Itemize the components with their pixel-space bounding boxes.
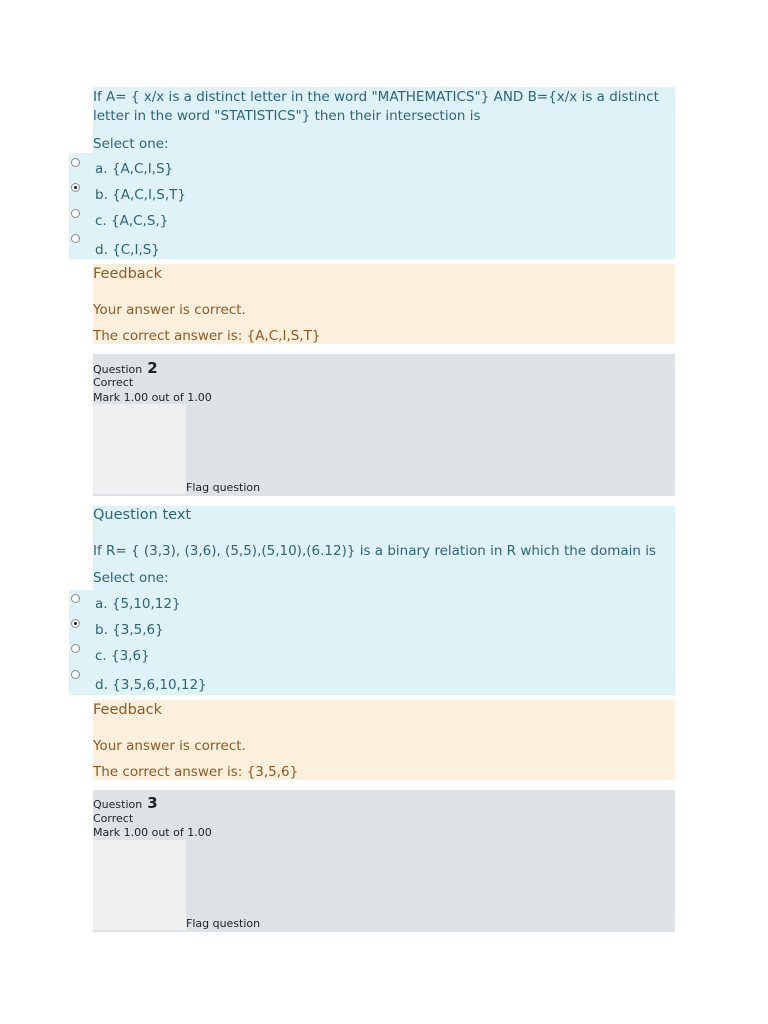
select-one-label: Select one: bbox=[93, 570, 169, 586]
question-number bbox=[93, 793, 158, 812]
question-1-feedback bbox=[93, 264, 675, 344]
answer-strip bbox=[69, 153, 93, 259]
option-c-label[interactable]: c. {A,C,S,} bbox=[95, 213, 169, 229]
question-2-text-block bbox=[93, 506, 675, 695]
question-2-info bbox=[93, 354, 675, 496]
flag-image-box bbox=[93, 404, 186, 494]
option-a-label[interactable]: a. {5,10,12} bbox=[95, 596, 181, 612]
option-d-radio[interactable] bbox=[71, 234, 80, 243]
answer-strip bbox=[69, 590, 93, 695]
feedback-result: Your answer is correct. bbox=[93, 302, 246, 318]
option-d-label[interactable]: d. {C,I,S} bbox=[95, 242, 160, 258]
question-1-prompt: If A= { x/x is a distinct letter in the word "MATHEMATICS"} AND B={x/x is a distinct letter in the word "STATISTICS"} then their intersection is bbox=[93, 89, 659, 124]
question-3-info bbox=[93, 790, 675, 932]
select-one-label: Select one: bbox=[93, 136, 169, 152]
option-a-radio[interactable] bbox=[71, 158, 80, 167]
question-text-heading: Question text bbox=[93, 507, 192, 523]
question-mark: Mark 1.00 out of 1.00 bbox=[93, 391, 212, 404]
question-label: Question bbox=[93, 798, 143, 811]
option-d-label[interactable]: d. {3,5,6,10,12} bbox=[95, 677, 207, 693]
flag-image-box bbox=[93, 840, 186, 930]
option-b-label[interactable]: b. {3,5,6} bbox=[95, 622, 164, 638]
question-state: Correct bbox=[93, 812, 134, 825]
feedback-title: Feedback bbox=[93, 266, 163, 282]
feedback-correct-answer: The correct answer is: {A,C,I,S,T} bbox=[93, 328, 321, 344]
option-c-label[interactable]: c. {3,6} bbox=[95, 648, 150, 664]
feedback-correct-answer: The correct answer is: {3,5,6} bbox=[93, 764, 299, 780]
question-number bbox=[93, 358, 158, 377]
question-2-feedback bbox=[93, 700, 675, 780]
option-b-radio[interactable] bbox=[71, 619, 80, 628]
feedback-title: Feedback bbox=[93, 702, 163, 718]
feedback-result: Your answer is correct. bbox=[93, 738, 246, 754]
question-label: Question bbox=[93, 363, 143, 376]
flag-question-link[interactable]: Flag question bbox=[186, 481, 261, 494]
question-state: Correct bbox=[93, 376, 134, 389]
question-mark: Mark 1.00 out of 1.00 bbox=[93, 826, 212, 839]
question-number-value: 3 bbox=[147, 794, 158, 812]
flag-question-link[interactable]: Flag question bbox=[186, 917, 261, 930]
question-number-value: 2 bbox=[147, 359, 158, 377]
option-b-label[interactable]: b. {A,C,I,S,T} bbox=[95, 187, 186, 203]
option-b-radio[interactable] bbox=[71, 183, 80, 192]
option-d-radio[interactable] bbox=[71, 670, 80, 679]
option-c-radio[interactable] bbox=[71, 644, 80, 653]
option-a-label[interactable]: a. {A,C,I,S} bbox=[95, 161, 174, 177]
option-c-radio[interactable] bbox=[71, 209, 80, 218]
option-a-radio[interactable] bbox=[71, 594, 80, 603]
question-1-text-block bbox=[93, 87, 675, 259]
question-2-prompt: If R= { (3,3), (3,6), (5,5),(5,10),(6.12)} is a binary relation in R which the domain is bbox=[93, 543, 657, 559]
